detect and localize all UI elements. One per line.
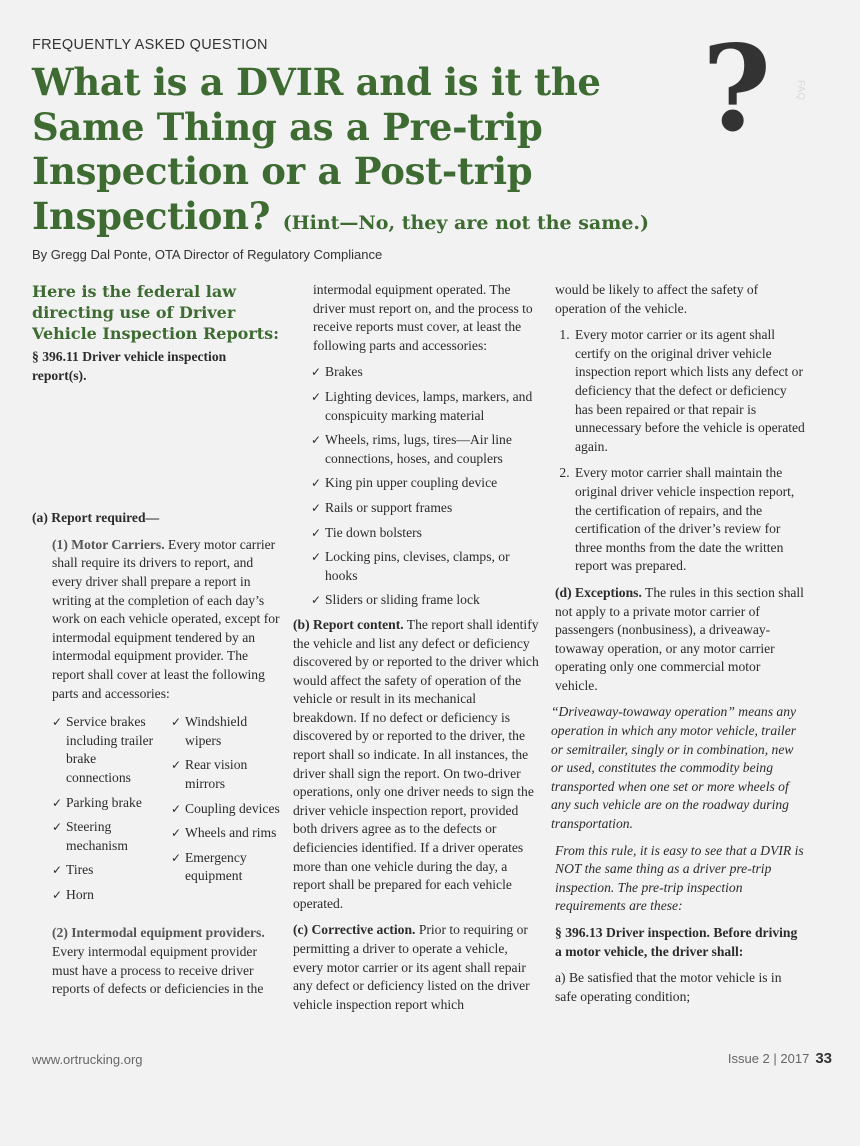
list-item: ✓ Locking pins, clevises, clamps, or hooks xyxy=(293,548,541,585)
intermodal-label: (2) Intermodal equipment providers. xyxy=(52,925,265,941)
note-paragraph: From this rule, it is easy to see that a DVIR is NOT the same thing as a driver pre-trip inspection. The pre-trip inspection requirements are these: xyxy=(555,842,804,914)
definition-paragraph: “Driveaway-towaway operation” means any operation in which any motor vehicle, trailer or semitrailer, singly or in combination, new or used, constitutes the commodity being transported when one set or more wheels of any such vehicle are on the roadway during transportation. xyxy=(551,704,797,832)
corrective-numbered-list xyxy=(555,326,805,576)
parts-list-right xyxy=(171,713,282,910)
list-item: ✓ Brakes xyxy=(293,363,541,382)
footer-issue xyxy=(728,1050,832,1067)
column-2 xyxy=(293,281,541,1022)
requirement-a: a) Be satisfied that the motor vehicle is in safe operating condition; xyxy=(555,970,782,1004)
parts-checklist xyxy=(32,713,282,916)
list-item: ✓ Lighting devices, lamps, markers, and conspicuity marking material xyxy=(293,388,541,425)
title-hint: (Hint—No, they are not the same.) xyxy=(282,211,650,234)
list-item: ✓ Service brakes including trailer brake connections xyxy=(52,713,163,787)
list-item: ✓ Sliders or sliding frame lock xyxy=(293,591,541,610)
list-item: ✓ Coupling devices xyxy=(171,800,282,819)
list-item: ✓ Wheels and rims xyxy=(171,824,282,843)
list-item: ✓ Steering mechanism xyxy=(52,818,163,855)
byline: By Gregg Dal Ponte, OTA Director of Regulatory Compliance xyxy=(32,247,383,262)
column-1 xyxy=(32,281,282,1007)
corrective-action-paragraph xyxy=(293,921,541,1014)
report-required-label: (a) Report required— xyxy=(32,510,160,526)
kicker: FREQUENTLY ASKED QUESTION xyxy=(32,37,268,53)
report-content-paragraph xyxy=(293,616,541,914)
question-mark-icon: ? xyxy=(702,19,772,158)
intermodal-paragraph xyxy=(32,924,282,998)
list-item: 1. Every motor carrier or its agent shall certify on the original driver vehicle inspection report which lists any defect or deficiency that the defect or deficiency has been repaired or that repair is unnecessary before the vehicle is operated again. xyxy=(573,326,805,456)
list-item: ✓ Tie down bolsters xyxy=(293,524,541,543)
report-content-text: The report shall identify the vehicle and list any defect or deficiency discovered by or reported to the driver which would affect the safety of operation of the vehicle or result in its mechanical breakdown. If no defect or deficiency is discovered by or reported to the driver, the report shall so indicate. In all instances, the driver shall sign the report. On two-driver operations, only one driver needs to sign the driver vehicle inspection report, provided both drivers agree as to the defects or deficiencies identified. If a driver operates more than one vehicle during the day, a report shall be prepared for each vehicle operated. xyxy=(293,616,539,911)
parts-list-left xyxy=(52,713,163,910)
list-item: ✓ Parking brake xyxy=(52,794,163,813)
motor-carriers-label: (1) Motor Carriers. xyxy=(52,536,165,552)
footer-website: www.ortrucking.org xyxy=(32,1052,143,1067)
list-item: ✓ Windshield wipers xyxy=(171,713,282,750)
motor-carriers-paragraph xyxy=(32,536,282,703)
side-tab: FAQ xyxy=(795,80,806,101)
section-396-13: § 396.13 Driver inspection. Before driving a motor vehicle, the driver shall: xyxy=(555,925,798,959)
section-396-11: § 396.11 Driver vehicle inspection report(s). xyxy=(32,349,227,383)
list-item: ✓ Emergency equipment xyxy=(171,849,282,886)
column-3 xyxy=(551,281,805,1014)
list-item: ✓ King pin upper coupling device xyxy=(293,474,541,493)
corrective-action-label: (c) Corrective action. xyxy=(293,922,416,938)
issue-label: Issue 2 | 2017 xyxy=(727,1051,810,1066)
corrective-continued: would be likely to affect the safety of operation of the vehicle. xyxy=(555,282,759,316)
list-item: ✓ Wheels, rims, lugs, tires—Air line connections, hoses, and couplers xyxy=(293,431,541,468)
intermodal-text: Every intermodal equipment provider must have a process to receive driver reports of defects or deficiencies in the xyxy=(52,944,264,997)
title-text: What is a DVIR and is it the Same Thing as a Pre-trip Inspection or a Post-trip Inspection? xyxy=(32,60,601,238)
list-item: ✓ Rails or support frames xyxy=(293,499,541,518)
exceptions-label: (d) Exceptions. xyxy=(555,584,642,600)
list-item: ✓ Rear vision mirrors xyxy=(171,756,282,793)
exceptions-text: The rules in this section shall not apply to a private motor carrier of passengers (nonbusiness), a driveaway-towaway operation, or any motor carrier operating only one commercial motor vehicle. xyxy=(555,584,804,693)
intermodal-parts-list xyxy=(293,363,541,610)
list-item: ✓ Horn xyxy=(52,886,163,905)
page-number: 33 xyxy=(815,1050,832,1067)
section-heading: Here is the federal law directing use of Driver Vehicle Inspection Reports: xyxy=(32,282,280,343)
page-title xyxy=(32,60,712,245)
report-content-label: (b) Report content. xyxy=(293,616,404,632)
intermodal-continued: intermodal equipment operated. The driver must report on, and the process to receive reports must cover, at least the following parts and accessories: xyxy=(313,282,533,353)
corrective-action-text: Prior to requiring or permitting a driver to operate a vehicle, every motor carrier or its agent shall repair any defect or deficiency listed on the driver vehicle inspection report which xyxy=(293,922,530,1012)
list-item: 2. Every motor carrier shall maintain the original driver vehicle inspection report, the certification of repairs, and the certification of the driver’s review for three months from the date the written report was prepared. xyxy=(573,464,805,576)
exceptions-paragraph xyxy=(555,584,805,696)
list-item: ✓ Tires xyxy=(52,861,163,880)
motor-carriers-text: Every motor carrier shall require its drivers to report, and every driver shall prepare a report in writing at the completion of each day’s work on each vehicle operated, except for intermodal equipment tendered by an intermodal equipment provider. The report shall cover at least the following parts and accessories: xyxy=(52,536,280,701)
